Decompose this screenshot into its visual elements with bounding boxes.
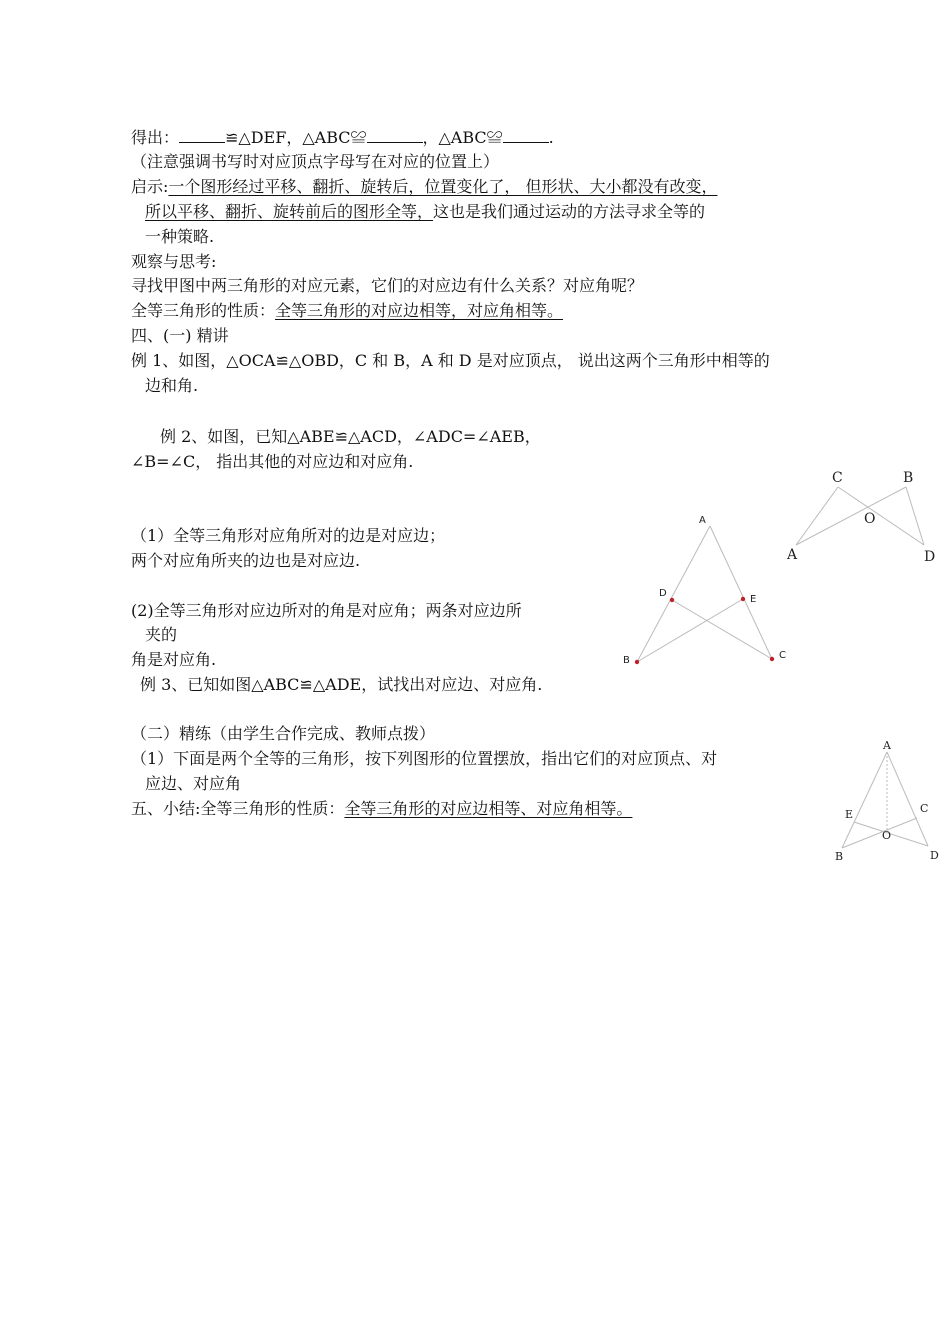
point-b: [635, 660, 639, 664]
point-e: [741, 597, 745, 601]
vertex-label-a: A: [787, 547, 798, 563]
example-1-line-2: 边和角.: [145, 376, 199, 395]
vertex-label-c: C: [920, 802, 929, 815]
summary-line: [131, 798, 632, 820]
vertex-label-a: A: [883, 739, 891, 752]
line-conclusion: [131, 127, 554, 149]
practice-line-2: 应边、对应角: [145, 774, 242, 793]
edge-ac: [710, 526, 772, 659]
practice-heading: （二）精练（由学生合作完成、教师点拨）: [131, 724, 436, 743]
hint-underlined: 所以平移、翻折、旋转前后的图形全等，: [145, 202, 434, 221]
vertex-label-d: D: [924, 549, 936, 565]
figure-2-triangle: [620, 512, 800, 672]
edge-bd: [906, 487, 924, 545]
vertex-label-b: B: [623, 655, 630, 666]
text: ，△ABC≌: [422, 128, 503, 147]
text: .: [548, 128, 554, 147]
property-underlined: 全等三角形的对应边相等，对应角相等。: [275, 301, 564, 320]
hint-underlined: 一个图形经过平移、翻折、旋转后，位置变化了， 但形状、大小都没有改变，: [168, 177, 718, 196]
note-line: （注意强调书写时对应顶点字母写在对应的位置上）: [131, 152, 500, 171]
text: ≌△DEF，△ABC≌: [225, 128, 367, 147]
edge-eb: [637, 599, 743, 662]
hint-line-3: 一种策略.: [145, 227, 215, 246]
rule-1-line-2: 两个对应角所夹的边也是对应边.: [131, 551, 361, 570]
edge-ad: [887, 752, 928, 846]
vertex-label-o: O: [882, 829, 892, 842]
blank-2: [367, 128, 423, 143]
figure-3-triangle: [832, 738, 942, 868]
text: 这也是我们通过运动的方法寻求全等的: [433, 202, 706, 221]
text: 五、小结:全等三角形的性质：: [131, 799, 345, 818]
observe-question: 寻找甲图中两三角形的对应元素，它们的对应边有什么关系？对应角呢？: [131, 276, 644, 295]
blank-1: [179, 128, 225, 143]
text: 得出：: [131, 128, 180, 147]
observe-heading: 观察与思考:: [131, 252, 217, 271]
hint-label: 启示:: [131, 177, 169, 196]
blank-3: [503, 128, 549, 143]
vertex-label-d: D: [930, 849, 939, 862]
figure-1-bowtie: [782, 465, 942, 565]
example-3-line: 例 3、已知如图△ABC≌△ADE，试找出对应边、对应角.: [140, 675, 543, 694]
property-line: [131, 300, 563, 322]
vertex-label-o: O: [864, 511, 876, 527]
vertex-label-e: E: [845, 808, 854, 821]
rule-2-line-1: (2)全等三角形对应边所对的角是对应角；两条对应边所: [131, 601, 522, 620]
edge-dc: [672, 600, 772, 659]
rule-2-line-3: 角是对应角.: [131, 650, 217, 669]
vertex-label-c: C: [779, 650, 786, 661]
vertex-label-a: A: [699, 515, 706, 526]
edge-cb: [842, 818, 917, 848]
edge-ca: [796, 487, 838, 545]
vertex-label-c: C: [832, 470, 843, 486]
rule-1-line-1: （1）全等三角形对应角所对的边是对应边；: [131, 526, 446, 545]
vertex-label-e: E: [750, 594, 757, 605]
example-2-line-1: 例 2、如图，已知△ABE≌△ACD，∠ADC=∠AEB，: [160, 427, 541, 446]
example-1-line-1: 例 1、如图，△OCA≌△OBD，C 和 B，A 和 D 是对应顶点， 说出这两个三角形中相等的: [131, 351, 770, 370]
practice-line-1: （1）下面是两个全等的三角形，按下列图形的位置摆放，指出它们的对应顶点、对: [131, 749, 718, 768]
edge-ab: [842, 752, 887, 848]
hint-line-1: [131, 176, 718, 198]
hint-line-2: [145, 201, 705, 223]
section-heading-4: 四、(一) 精讲: [131, 326, 229, 345]
vertex-label-d: D: [659, 588, 667, 599]
rule-2-line-2: 夹的: [145, 625, 178, 644]
example-2-line-2: ∠B=∠C， 指出其他的对应边和对应角.: [131, 452, 414, 471]
vertex-label-b: B: [835, 850, 844, 863]
vertex-label-b: B: [903, 470, 914, 486]
point-d: [670, 598, 674, 602]
text: 全等三角形的性质：: [131, 301, 276, 320]
point-c: [770, 657, 774, 661]
summary-underlined: 全等三角形的对应边相等、对应角相等。: [344, 799, 633, 818]
edge-ab: [637, 526, 710, 662]
